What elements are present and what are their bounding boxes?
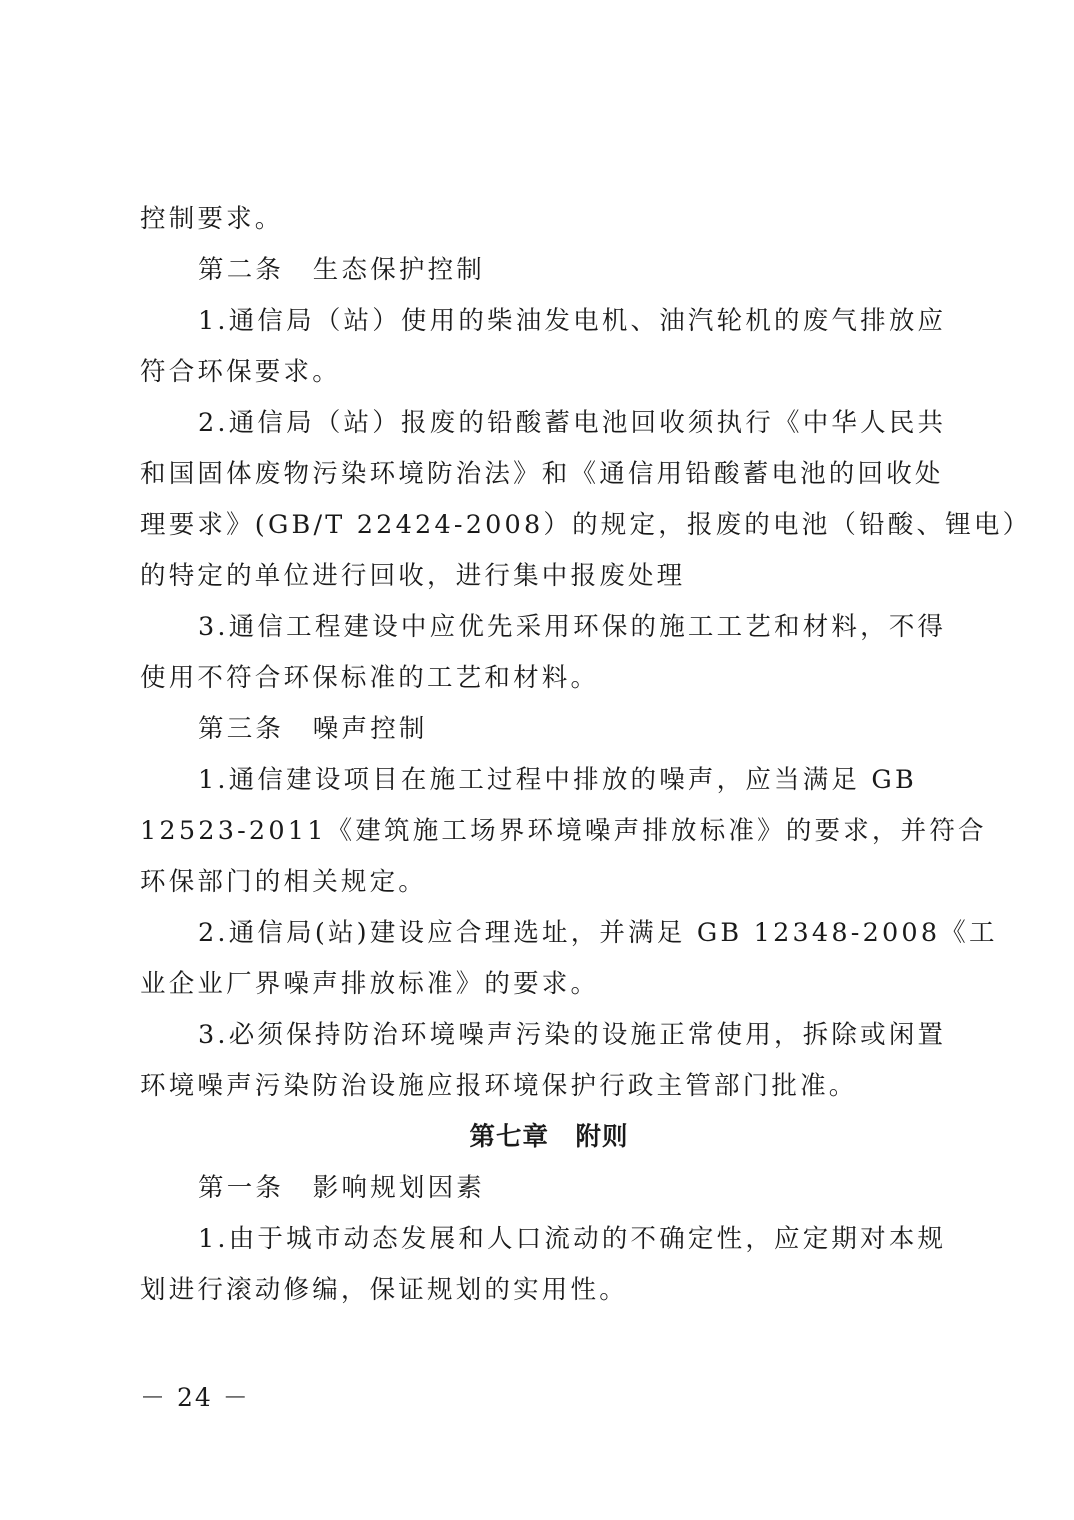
paragraph-line: 和国固体废物污染环境防治法》和《通信用铅酸蓄电池的回收处 bbox=[140, 459, 944, 489]
paragraph-line: 符合环保要求。 bbox=[140, 357, 341, 387]
paragraph-line: 3.通信工程建设中应优先采用环保的施工工艺和材料，不得 bbox=[198, 612, 947, 642]
paragraph-line: 环境噪声污染防治设施应报环境保护行政主管部门批准。 bbox=[140, 1071, 858, 1101]
document-body bbox=[140, 194, 1032, 1316]
paragraph-line: 环保部门的相关规定。 bbox=[140, 867, 428, 897]
paragraph-line: 2.通信局（站）报废的铅酸蓄电池回收须执行《中华人民共 bbox=[198, 408, 947, 438]
paragraph-line: 1.通信建设项目在施工过程中排放的噪声，应当满足 GB bbox=[198, 765, 917, 795]
chapter-heading: 第七章 附则 bbox=[469, 1122, 629, 1152]
page-number: － 24 － bbox=[140, 1383, 250, 1412]
paragraph-line: 控制要求。 bbox=[140, 204, 284, 234]
paragraph-line: 理要求》(GB/T 22424-2008）的规定，报废的电池（铅酸、锂电） bbox=[140, 510, 1032, 540]
paragraph-line: 12523-2011《建筑施工场界环境噪声排放标准》的要求，并符合 bbox=[140, 816, 987, 846]
article-heading-noise: 第三条 噪声控制 bbox=[198, 714, 428, 744]
paragraph-line: 使用不符合环保标准的工艺和材料。 bbox=[140, 663, 600, 693]
paragraph-line: 1.通信局（站）使用的柴油发电机、油汽轮机的废气排放应 bbox=[198, 306, 947, 336]
paragraph-line: 1.由于城市动态发展和人口流动的不确定性，应定期对本规 bbox=[198, 1224, 947, 1254]
paragraph-line: 业企业厂界噪声排放标准》的要求。 bbox=[140, 969, 600, 999]
paragraph-line: 划进行滚动修编，保证规划的实用性。 bbox=[140, 1275, 628, 1305]
paragraph-line: 2.通信局(站)建设应合理选址，并满足 GB 12348-2008《工 bbox=[198, 918, 998, 948]
article-heading-planning-factors: 第一条 影响规划因素 bbox=[198, 1173, 486, 1203]
paragraph-line: 的特定的单位进行回收，进行集中报废处理 bbox=[140, 561, 686, 591]
article-heading-ecology: 第二条 生态保护控制 bbox=[198, 255, 486, 285]
paragraph-line: 3.必须保持防治环境噪声污染的设施正常使用，拆除或闲置 bbox=[198, 1020, 947, 1050]
